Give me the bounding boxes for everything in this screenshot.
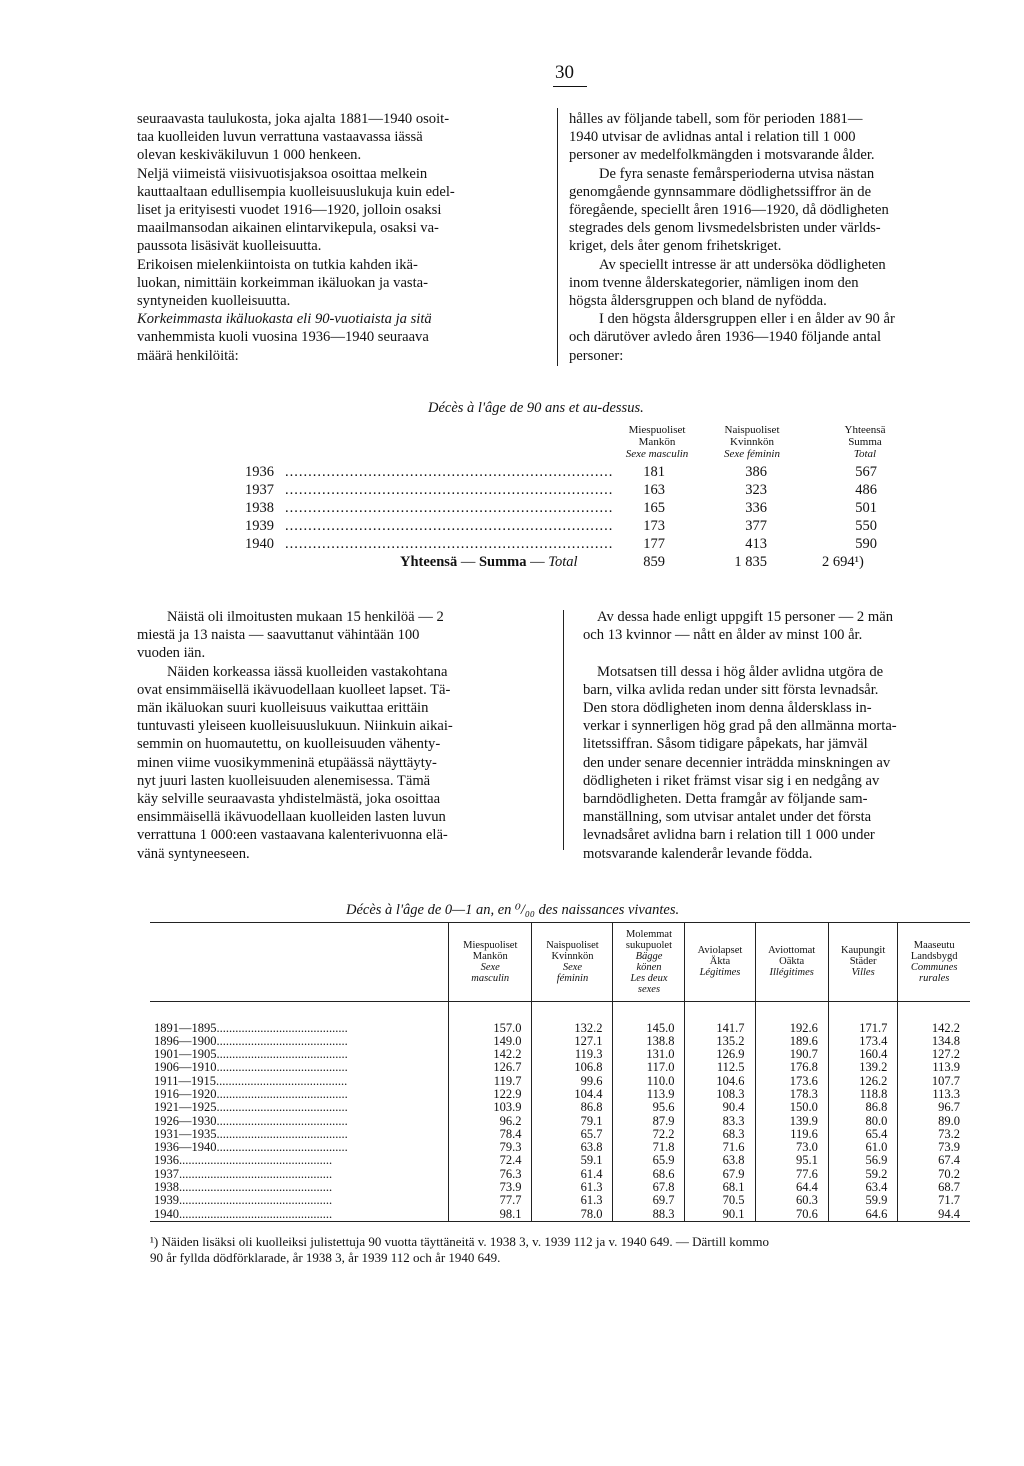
- cell: 150.0: [755, 1101, 828, 1114]
- text-line: kauttaaltaan edullisempia kuolleisuuslukuja kuin edel-: [137, 183, 455, 200]
- table-row: [245, 518, 905, 536]
- text-line: 1940 utvisar de avlidnas antal i relation till 1 000: [569, 129, 856, 146]
- cell: 71.8: [613, 1141, 685, 1154]
- text-line: vänä syntyneeseen.: [137, 845, 250, 862]
- spacer-row: [150, 1001, 970, 1022]
- cell: 61.0: [828, 1141, 898, 1154]
- cell: 60.3: [755, 1194, 828, 1207]
- text-line: maailmansodan aikainen elintarvikepula, osaksi va-: [137, 220, 439, 237]
- header-illegitimate: Aviottomat Oäkta Illégitimes: [755, 923, 828, 1001]
- cell: 122.9: [449, 1088, 532, 1101]
- row-period: 1938: [154, 1181, 179, 1195]
- cell: 68.6: [613, 1168, 685, 1181]
- page-number-rule: [553, 86, 587, 87]
- row-period: 1896—1900: [154, 1034, 217, 1048]
- table-row: 1939................................................. 77.7 61.3 69.7 70.5 60.3 59.9 71.7: [150, 1194, 970, 1207]
- row-period: 1906—1910: [154, 1061, 217, 1075]
- table1-header-total: Yhteensä Summa Total: [844, 424, 886, 460]
- table-row: 1896—1900.......................................... 149.0 127.1 138.8 135.2 189.6 173.4 134.8: [150, 1035, 970, 1048]
- text-line: barn, vilka avlida redan under sitt första levnadsår.: [583, 681, 879, 698]
- text-line: motsvarande kalenderår levande födda.: [583, 845, 813, 862]
- swedish-text-top: [569, 110, 975, 365]
- cell: 68.1: [685, 1181, 755, 1194]
- cell: 76.3: [449, 1168, 532, 1181]
- cell: 96.7: [938, 1100, 960, 1115]
- leader-dots: .......................................................................: [285, 464, 614, 480]
- cell: 173.4: [828, 1035, 898, 1048]
- cell: 119.3: [532, 1048, 613, 1061]
- cell: 112.5: [685, 1061, 755, 1074]
- cell: 90.4: [685, 1101, 755, 1114]
- finnish-text-top: [137, 110, 541, 365]
- cell: 118.8: [828, 1088, 898, 1101]
- cell: 104.4: [532, 1088, 613, 1101]
- swedish-text-mid: [583, 608, 973, 863]
- cell: 73.9: [938, 1140, 960, 1155]
- text-line: taa kuolleiden luvun verrattuna vastaavassa iässä: [137, 129, 423, 146]
- text-line: dödligheten i riket främst visar sig i en nedgång av: [583, 772, 880, 789]
- total-label: Yhteensä — Summa — Total: [400, 554, 578, 570]
- row-period: 1891—1895: [154, 1021, 217, 1035]
- row-period: 1921—1925: [154, 1101, 217, 1115]
- table2-wrapper: [150, 922, 970, 1222]
- cell: 78.0: [532, 1208, 613, 1221]
- cell: 131.0: [613, 1048, 685, 1061]
- cell: 103.9: [449, 1101, 532, 1114]
- text-line: Näistä oli ilmoitusten mukaan 15 henkilöä — 2: [167, 609, 444, 625]
- cell: 96.2: [449, 1115, 532, 1128]
- table-row: 1936................................................. 72.4 59.1 65.9 63.8 95.1 56.9 67.4: [150, 1154, 970, 1167]
- cell: 64.6: [828, 1208, 898, 1221]
- text-line: nyt juuri lasten kuolleisuuden alenemisessa. Tämä: [137, 772, 431, 789]
- table-row: 1937................................................. 76.3 61.4 68.6 67.9 77.6 59.2 70.2: [150, 1168, 970, 1181]
- cell: 70.5: [685, 1194, 755, 1207]
- table1-header-female: Naispuoliset Kvinnkön Sexe féminin: [724, 424, 780, 460]
- cell: 176.8: [755, 1061, 828, 1074]
- text-line: verkar i synnerligen hög grad på den allmänna morta-: [583, 718, 897, 735]
- cell: 142.2: [449, 1048, 532, 1061]
- cell: 70.2: [938, 1166, 960, 1181]
- table2: [150, 923, 970, 1221]
- footnote-line: ¹) Näiden lisäksi oli kuolleiksi julistettuja 90 vuotta täyttäneitä v. 1938 3, v. 1939 112 ja v. 1940 649. — Därtill kommo: [150, 1234, 770, 1249]
- text-line: män ikäluokan suuri kuolleisuus vaikuttaa erittäin: [137, 700, 429, 717]
- row-period: 1901—1905: [154, 1048, 217, 1062]
- cell: 95.6: [613, 1101, 685, 1114]
- cell: 106.8: [532, 1061, 613, 1074]
- cell: 127.1: [532, 1035, 613, 1048]
- text-line: inom tvenne ålderskategorier, nämligen inom den: [569, 274, 859, 291]
- cell: 108.3: [685, 1088, 755, 1101]
- table1-caption: Décès à l'âge de 90 ans et au-dessus.: [428, 400, 644, 416]
- cell: 160.4: [828, 1048, 898, 1061]
- cell: 71.7: [938, 1193, 960, 1208]
- cell: 61.3: [532, 1181, 613, 1194]
- footnote: [150, 1234, 970, 1266]
- table2-caption: Décès à l'âge de 0—1 an, en ⁰/₀₀ des naissances vivantes.: [346, 902, 680, 918]
- text-line: litetssiffran. Såsom tidigare påpekats, har jämväl: [583, 736, 868, 753]
- cell: 134.8: [931, 1033, 960, 1048]
- text-line: ensimmäisellä ikävuodellaan kuolleiden lasten luvun: [137, 809, 446, 826]
- cell-female: 323: [745, 482, 767, 498]
- text-line: Den stora dödligheten inom denna åldersklass in-: [583, 700, 872, 717]
- text-line: määrä henkilöitä:: [137, 347, 239, 364]
- cell: 135.2: [685, 1035, 755, 1048]
- cell: 110.0: [613, 1075, 685, 1088]
- cell: 63.4: [828, 1181, 898, 1194]
- row-year: 1937: [245, 482, 274, 498]
- table-row: 1916—1920.......................................... 122.9 104.4 113.9 108.3 178.3 118.8 113.3: [150, 1088, 970, 1101]
- text-line: stegrades dels genom livsmedelsbristen under världs-: [569, 220, 881, 237]
- cell: 99.6: [532, 1075, 613, 1088]
- cell: 68.3: [685, 1128, 755, 1141]
- leader-dots: .......................................................................: [285, 500, 614, 516]
- table-row: 1938................................................. 73.9 61.3 67.8 68.1 64.4 63.4 68.7: [150, 1181, 970, 1194]
- text-line: Neljä viimeistä viisivuotisjaksoa osoittaa melkein: [137, 165, 428, 182]
- cell: 78.4: [449, 1128, 532, 1141]
- cell: 59.2: [828, 1168, 898, 1181]
- text-line: semmin on huomautettu, on kuolleisuuden vähenty-: [137, 736, 441, 753]
- text-line: seuraavasta taulukosta, joka ajalta 1881—1940 osoit-: [137, 111, 450, 127]
- cell: 89.0: [938, 1113, 960, 1128]
- cell: 117.0: [613, 1061, 685, 1074]
- cell: 171.7: [828, 1022, 898, 1035]
- table1-header-male: Miespuoliset Mankön Sexe masculin: [625, 424, 689, 460]
- cell: 73.9: [449, 1181, 532, 1194]
- cell-total: 590: [855, 536, 877, 552]
- cell-female: 413: [745, 536, 767, 552]
- table-row: 1926—1930.......................................... 96.2 79.1 87.9 83.3 139.9 80.0 89.0: [150, 1115, 970, 1128]
- row-period: 1939: [154, 1194, 179, 1208]
- text-line: Erikoisen mielenkiintoista on tutkia kahden ikä-: [137, 256, 418, 273]
- cell: 65.4: [828, 1128, 898, 1141]
- row-year: 1939: [245, 518, 274, 534]
- cell-male: 173: [643, 518, 665, 534]
- row-period: 1937: [154, 1167, 179, 1181]
- text-line: Av dessa hade enligt uppgift 15 personer — 2 män: [597, 609, 893, 625]
- cell: 73.0: [755, 1141, 828, 1154]
- cell: 86.8: [828, 1101, 898, 1114]
- header-male: Miespuoliset Mankön Sexe masculin: [449, 923, 532, 1001]
- text-line: ovat ensimmäisellä ikävuodellaan kuolleet lapset. Tä-: [137, 681, 451, 698]
- table-total-row: [245, 554, 905, 572]
- footnote-line: 90 år fyllda dödförklarade, år 1938 3, år 1939 112 och år 1940 649.: [150, 1250, 501, 1265]
- cell: 61.3: [532, 1194, 613, 1207]
- cell: 79.3: [449, 1141, 532, 1154]
- cell-male: 181: [643, 464, 665, 480]
- cell: 59.1: [532, 1154, 613, 1167]
- text-line: Motsatsen till dessa i hög ålder avlidna utgöra de: [597, 663, 884, 680]
- table-row: 1931—1935.......................................... 78.4 65.7 72.2 68.3 119.6 65.4 73.2: [150, 1128, 970, 1141]
- cell: 87.9: [613, 1115, 685, 1128]
- cell: 63.8: [532, 1141, 613, 1154]
- cell: 119.6: [755, 1128, 828, 1141]
- cell-male: 177: [643, 536, 665, 552]
- cell: 73.2: [938, 1126, 960, 1141]
- cell-total: 501: [855, 500, 877, 516]
- text-line: vuoden iän.: [137, 645, 206, 662]
- text-line: den under senare decennier inträdda minskningen av: [583, 754, 891, 771]
- cell: 64.4: [755, 1181, 828, 1194]
- cell: 190.7: [755, 1048, 828, 1061]
- row-period: 1916—1920: [154, 1087, 217, 1101]
- cell: 173.6: [755, 1075, 828, 1088]
- cell: 65.9: [613, 1154, 685, 1167]
- text-line: verrattuna 1 000:een vastaavana kalenterivuonna elä-: [137, 827, 448, 844]
- cell-total: 550: [855, 518, 877, 534]
- cell: 77.7: [449, 1194, 532, 1207]
- total-male: 859: [643, 554, 665, 570]
- cell: 189.6: [755, 1035, 828, 1048]
- cell: 192.6: [755, 1022, 828, 1035]
- row-year: 1936: [245, 464, 274, 480]
- cell: 71.6: [685, 1141, 755, 1154]
- cell: 104.6: [685, 1075, 755, 1088]
- cell: 126.2: [828, 1075, 898, 1088]
- cell: 86.8: [532, 1101, 613, 1114]
- cell: 94.4: [938, 1206, 960, 1221]
- leader-dots: .......................................................................: [285, 518, 614, 534]
- text-line: tuntuvasti yleiseen kuolleisuuslukuun. Niinkuin aikai-: [137, 718, 453, 735]
- cell: 139.9: [755, 1115, 828, 1128]
- text-line: Korkeimmasta ikäluokasta eli 90-vuotiaista ja sitä: [137, 311, 432, 328]
- text-line: och därutöver avledo åren 1936—1940 följande antal: [569, 329, 882, 346]
- text-line: Näiden korkeassa iässä kuolleiden vastakohtana: [167, 663, 448, 680]
- header-towns: Kaupungit Städer Villes: [828, 923, 898, 1001]
- text-line: paussota lisäsivät kuolleisuutta.: [137, 238, 322, 255]
- cell-total: 486: [855, 482, 877, 498]
- cell: 67.9: [685, 1168, 755, 1181]
- cell: 95.1: [755, 1154, 828, 1167]
- table-row: 1901—1905.......................................... 142.2 119.3 131.0 126.9 190.7 160.4 127.2: [150, 1048, 970, 1061]
- column-divider: [557, 108, 558, 366]
- header-rural: Maaseutu Landsbygd Communes rurales: [898, 923, 970, 1001]
- cell: 113.9: [932, 1060, 960, 1075]
- table-row: [245, 464, 905, 482]
- cell: 132.2: [532, 1022, 613, 1035]
- cell: 67.8: [613, 1181, 685, 1194]
- row-period: 1926—1930: [154, 1114, 217, 1128]
- text-line: och 13 kvinnor — nått en ålder av minst 100 år.: [583, 627, 863, 644]
- cell: 63.8: [685, 1154, 755, 1167]
- text-line: miestä ja 13 naista — saavuttanut vähintään 100: [137, 627, 420, 644]
- cell: 127.2: [931, 1047, 960, 1062]
- text-line: hålles av följande tabell, som för perioden 1881—: [569, 111, 863, 127]
- cell: 139.2: [828, 1061, 898, 1074]
- table-row: 1921—1925.......................................... 103.9 86.8 95.6 90.4 150.0 86.8 96.7: [150, 1101, 970, 1114]
- cell: 59.9: [828, 1194, 898, 1207]
- cell: 157.0: [449, 1022, 532, 1035]
- cell-female: 377: [745, 518, 767, 534]
- text-line: luokan, nimittäin korkeimman ikäluokan ja vasta-: [137, 274, 428, 291]
- table-row: 1891—1895.......................................... 157.0 132.2 145.0 141.7 192.6 171.7 142.2: [150, 1022, 970, 1035]
- row-period: 1936—1940: [154, 1141, 217, 1155]
- text-line: levnadsåret avlidna barn i relation till 1 000 under: [583, 827, 875, 844]
- cell: 79.1: [532, 1115, 613, 1128]
- text-line: minen viime vuosikymmeninä etupäässä näyttäyty-: [137, 754, 437, 771]
- text-line: syntyneiden kuolleisuutta.: [137, 293, 291, 310]
- cell: 126.7: [449, 1061, 532, 1074]
- cell: 65.7: [532, 1128, 613, 1141]
- cell: 107.7: [931, 1073, 960, 1088]
- page-number: 30: [555, 62, 574, 83]
- table-row: [245, 500, 905, 518]
- table-row: [245, 482, 905, 500]
- cell: 113.9: [613, 1088, 685, 1101]
- table-row: 1940................................................. 98.1 78.0 88.3 90.1 70.6 64.6 94.4: [150, 1208, 970, 1221]
- cell: 70.6: [755, 1208, 828, 1221]
- cell: 72.4: [449, 1154, 532, 1167]
- row-period: 1936: [154, 1154, 179, 1168]
- text-line: kriget, dels åter genom frihetskriget.: [569, 238, 782, 255]
- table-row: 1911—1915.......................................... 119.7 99.6 110.0 104.6 173.6 126.2 107.7: [150, 1075, 970, 1088]
- table2-header-row: [150, 923, 970, 1001]
- text-line: personer:: [569, 347, 624, 364]
- text-line: I den högsta åldersgruppen eller i en ålder av 90 år: [599, 311, 895, 328]
- column-divider: [563, 610, 564, 850]
- table-row: [245, 536, 905, 554]
- cell: 119.7: [449, 1075, 532, 1088]
- cell: 113.3: [932, 1086, 960, 1101]
- row-year: 1940: [245, 536, 274, 552]
- cell: 67.4: [938, 1153, 960, 1168]
- text-line: olevan keskiväkiluvun 1 000 henkeen.: [137, 147, 362, 164]
- cell-male: 165: [643, 500, 665, 516]
- text-line: genomgående gynnsammare dödlighetssiffror än de: [569, 183, 872, 200]
- text-line: käy selville seuraavasta yhdistelmästä, joka osoittaa: [137, 791, 441, 808]
- row-period: 1931—1935: [154, 1127, 217, 1141]
- text-line: vanhemmista kuoli vuosina 1936—1940 seuraava: [137, 329, 429, 346]
- cell: 72.2: [613, 1128, 685, 1141]
- cell-female: 336: [745, 500, 767, 516]
- table1: [245, 424, 905, 584]
- cell: 90.1: [685, 1208, 755, 1221]
- table-row: 1936—1940.......................................... 79.3 63.8 71.8 71.6 73.0 61.0 73.9: [150, 1141, 970, 1154]
- header-both-sexes: Molemmat sukupuolet Bägge könen Les deux sexes: [613, 923, 685, 1001]
- header-period: [150, 923, 449, 1001]
- table-row: 1906—1910.......................................... 126.7 106.8 117.0 112.5 176.8 139.2 113.9: [150, 1061, 970, 1074]
- cell: 56.9: [828, 1154, 898, 1167]
- text-line: barndödligheten. Detta framgår av följande sam-: [583, 791, 868, 808]
- row-year: 1938: [245, 500, 274, 516]
- total-female: 1 835: [734, 554, 767, 570]
- cell: 77.6: [755, 1168, 828, 1181]
- header-female: Naispuoliset Kvinnkön Sexe féminin: [532, 923, 613, 1001]
- cell: 142.2: [931, 1020, 960, 1035]
- cell: 126.9: [685, 1048, 755, 1061]
- cell: 61.4: [532, 1168, 613, 1181]
- cell: 98.1: [449, 1208, 532, 1221]
- cell-female: 386: [745, 464, 767, 480]
- header-legitimate: Aviolapset Äkta Légitimes: [685, 923, 755, 1001]
- finnish-text-mid: [137, 608, 541, 863]
- leader-dots: .......................................................................: [285, 482, 614, 498]
- text-line: Av speciellt intresse är att undersöka dödligheten: [599, 256, 886, 273]
- cell: 145.0: [613, 1022, 685, 1035]
- cell: 141.7: [685, 1022, 755, 1035]
- text-line: personer av medelfolkmängden i motsvarande ålder.: [569, 147, 875, 164]
- cell: 138.8: [613, 1035, 685, 1048]
- row-period: 1940: [154, 1207, 179, 1221]
- text-line: liset ja erityisesti vuodet 1916—1920, jolloin osaksi: [137, 202, 442, 219]
- text-line: föregående, speciellt åren 1916—1920, då dödligheten: [569, 202, 889, 219]
- text-line: högsta åldersgruppen och bland de nyfödda.: [569, 293, 827, 310]
- total-total: 2 694¹): [822, 554, 864, 570]
- cell-total: 567: [855, 464, 877, 480]
- cell: 80.0: [828, 1115, 898, 1128]
- cell: 149.0: [449, 1035, 532, 1048]
- row-period: 1911—1915: [154, 1074, 217, 1088]
- cell-male: 163: [643, 482, 665, 498]
- leader-dots: .......................................................................: [285, 536, 614, 552]
- text-line: [583, 644, 973, 662]
- text-line: De fyra senaste femårsperioderna utvisa nästan: [599, 165, 875, 182]
- cell: 83.3: [685, 1115, 755, 1128]
- cell: 69.7: [613, 1194, 685, 1207]
- cell: 68.7: [938, 1180, 960, 1195]
- text-line: manställning, som utvisar antalet under det första: [583, 809, 872, 826]
- cell: 178.3: [755, 1088, 828, 1101]
- cell: 88.3: [613, 1208, 685, 1221]
